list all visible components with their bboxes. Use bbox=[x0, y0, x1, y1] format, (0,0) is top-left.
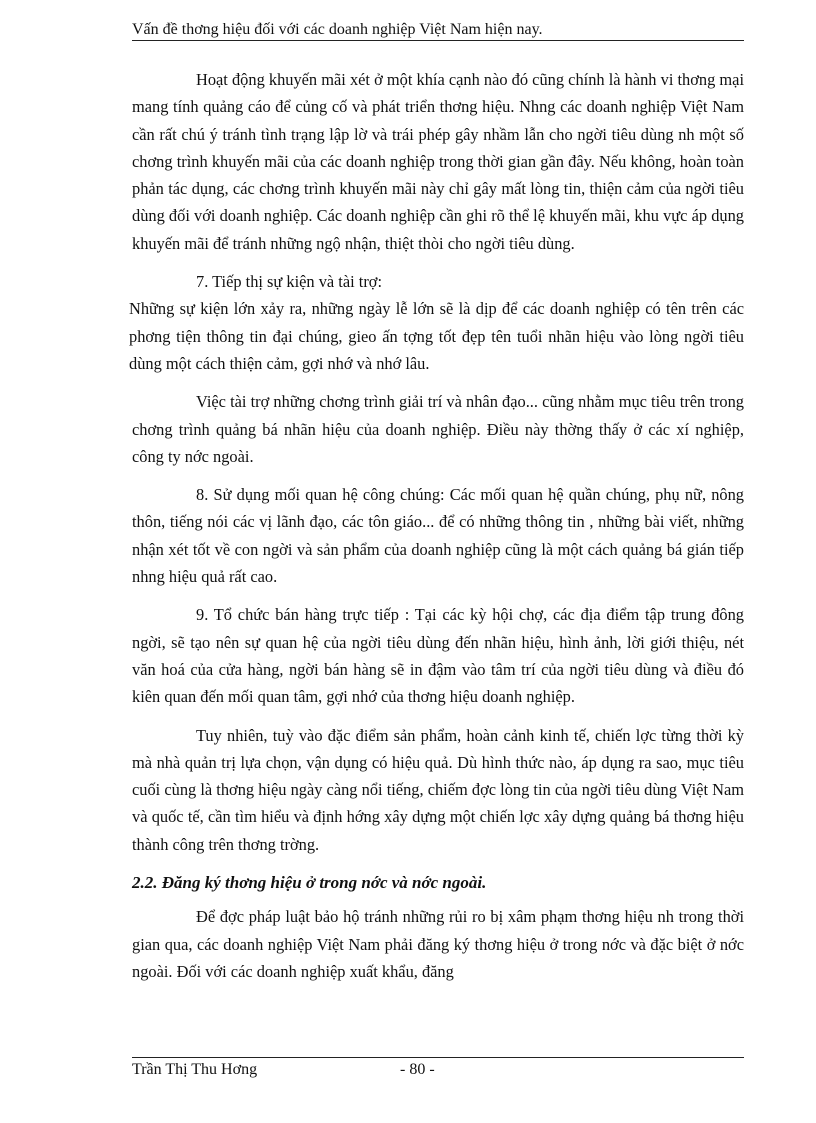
item-9-direct-sales: 9. Tổ chức bán hàng trực tiếp : Tại các kỳ hội chợ, các địa điểm tập trung đông ngời, sẽ tạo nên sự quan hệ của ngời tiêu dùng đến nhãn hiệu, hình ảnh, lời giới thiệu, nét văn hoá của cửa hàng, ngời bán hàng sẽ in đậm vào tâm trí của ngời tiêu dùng và điều đó kiên quan đến mối quan tâm, gợi nhớ của thơng hiệu doanh nghiệp. bbox=[132, 605, 744, 707]
document-body bbox=[129, 66, 744, 996]
paragraph-conclusion: Tuy nhiên, tuỳ vào đặc điểm sản phẩm, hoàn cảnh kinh tế, chiến lợc từng thời kỳ mà nhà quản trị lựa chọn, vận dụng có hiệu quả. Dù hình thức nào, áp dụng ra sao, mục tiêu cuối cùng là thơng hiệu ngày càng nổi tiếng, chiếm đợc lòng tin của ngời tiêu dùng Việt Nam và quốc tế, cần tìm hiểu và định hớng xây dựng một chiến lợc xây dựng quảng bá thơng hiệu thành công trên thơng trờng. bbox=[132, 725, 744, 854]
footer-author: Trần Thị Thu Hơng bbox=[132, 1061, 258, 1078]
paragraph-registration: Để đợc pháp luật bảo hộ tránh những rủi ro bị xâm phạm thơng hiệu nh trong thời gian qua, các doanh nghiệp Việt Nam phải đăng ký thơng hiệu ở trong nớc và đặc biệt ở nớc ngoài. Đối với các doanh nghiệp xuất khẩu, đăng bbox=[132, 907, 744, 981]
item-8-public-relations: 8. Sử dụng mối quan hệ công chúng: Các mối quan hệ quần chúng, phụ nữ, nông thôn, tiếng nói các vị lãnh đạo, các tôn giáo... để có những thông tin , những bài viết, những nhận xét tốt về con ngời và sản phẩm của doanh nghiệp cũng là một cách quảng bá gián tiếp nhng hiệu quả rất cao. bbox=[132, 485, 744, 587]
paragraph-promotion: Hoạt động khuyến mãi xét ở một khía cạnh nào đó cũng chính là hành vi thơng mại mang tính quảng cáo để củng cố và phát triển thơng hiệu. Nhng các doanh nghiệp Việt Nam cần rất chú ý tránh tình trạng lập lờ và trái phép gây nhầm lẫn cho ngời tiêu dùng nh một số chơng trình khuyến mãi của các doanh nghiệp trong thời gian gần đây. Nếu không, hoàn toàn phản tác dụng, các chơng trình khuyến mãi này chỉ gây mất lòng tin, thiện cảm của ngời tiêu dùng đối với doanh nghiệp. Các doanh nghiệp cần ghi rõ thể lệ khuyến mãi, khu vực áp dụng khuyến mãi để tránh những ngộ nhận, thiệt thòi cho ngời tiêu dùng. bbox=[132, 70, 744, 253]
running-header: Vấn đề thơng hiệu đối với các doanh nghiệp Việt Nam hiện nay. bbox=[132, 20, 744, 41]
paragraph-sponsorship: Việc tài trợ những chơng trình giải trí và nhân đạo... cũng nhằm mục tiêu trên trong chơng trình quảng bá nhãn hiệu của doanh nghiệp. Điều này thờng thấy ở các xí nghiệp, công ty nớc ngoài. bbox=[132, 392, 744, 466]
item-7-body: Những sự kiện lớn xảy ra, những ngày lễ lớn sẽ là dịp để các doanh nghiệp có tên trên các phơng tiện thông tin đại chúng, gieo ấn tợng tốt đẹp tên tuổi nhãn hiệu vào lòng ngời tiêu dùng một cách thiện cảm, gợi nhớ và nhớ lâu. bbox=[129, 299, 744, 373]
item-7-title: 7. Tiếp thị sự kiện và tài trợ: bbox=[196, 272, 383, 292]
section-heading-2-2: 2.2. Đăng ký thơng hiệu ở trong nớc và nớc ngoài. bbox=[132, 873, 487, 893]
footer-divider bbox=[132, 1057, 744, 1058]
page-number: - 80 - bbox=[400, 1061, 435, 1078]
